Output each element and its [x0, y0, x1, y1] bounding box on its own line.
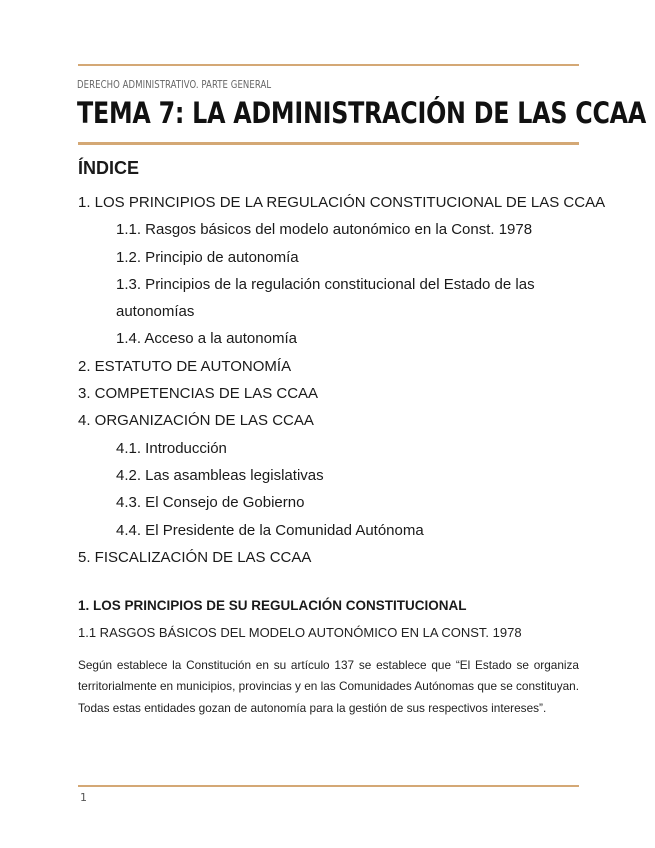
running-header: DERECHO ADMINISTRATIVO. PARTE GENERAL [77, 78, 272, 91]
page-number: 1 [80, 791, 87, 804]
toc-item: 3. COMPETENCIAS DE LAS CCAA [78, 385, 319, 403]
toc-item: 1.3. Principios de la regulación constitucional del Estado de las autonomías [116, 275, 535, 321]
toc-heading: ÍNDICE [78, 158, 140, 178]
top-rule [78, 64, 579, 66]
toc-item: 5. FISCALIZACIÓN DE LAS CCAA [78, 548, 312, 566]
toc-item: 4.1. Introducción [116, 439, 227, 457]
body-content [78, 596, 579, 719]
toc-item: 1.2. Principio de autonomía [116, 248, 299, 266]
toc-item: 1. LOS PRINCIPIOS DE LA REGULACIÓN CONSTITUCIONAL DE LAS CCAA [78, 194, 606, 211]
page-title: TEMA 7: LA ADMINISTRACIÓN DE LAS CCAA [77, 96, 646, 130]
toc-item: 4.4. El Presidente de la Comunidad Autónoma [116, 521, 424, 539]
toc-list [78, 189, 606, 571]
toc-item: 4. ORGANIZACIÓN DE LAS CCAA [78, 412, 314, 430]
footer-rule [78, 785, 579, 787]
toc-item: 4.2. Las asambleas legislativas [116, 466, 324, 484]
table-of-contents [78, 155, 606, 571]
title-rule [78, 142, 579, 145]
toc-item: 2. ESTATUTO DE AUTONOMÍA [78, 357, 292, 375]
body-paragraph: Según establece la Constitución en su artículo 137 se establece que “El Estado se organiza territorialmente en municipios, provincias y en las Comunidades Autónomas que se constituyan. Todas estas entidades gozan de autonomía para la gestión de sus respectivos intereses”. [78, 658, 579, 715]
toc-item: 1.1. Rasgos básicos del modelo autonómico en la Const. 1978 [116, 221, 533, 239]
section-heading: 1. LOS PRINCIPIOS DE SU REGULACIÓN CONSTITUCIONAL [78, 598, 467, 613]
subsection-heading: 1.1 RASGOS BÁSICOS DEL MODELO AUTONÓMICO EN LA CONST. 1978 [78, 625, 522, 640]
toc-item: 1.4. Acceso a la autonomía [116, 330, 297, 348]
toc-item: 4.3. El Consejo de Gobierno [116, 494, 305, 512]
